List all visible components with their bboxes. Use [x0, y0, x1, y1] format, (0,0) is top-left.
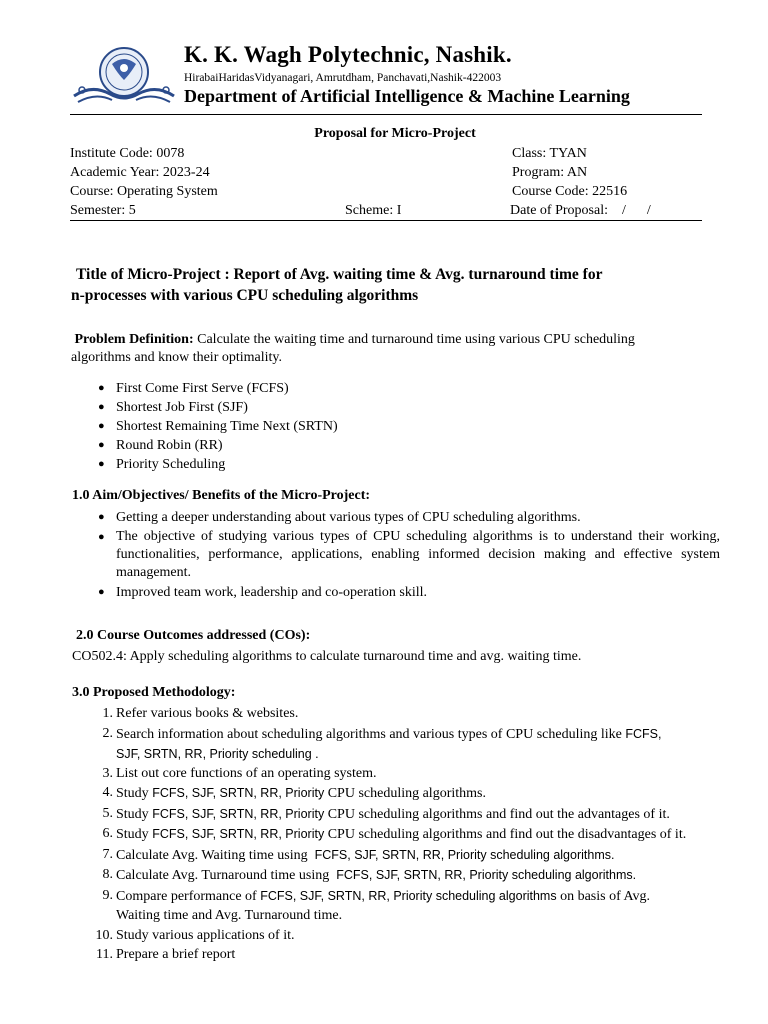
bullet-icon: ●: [98, 420, 105, 432]
project-title: [71, 264, 726, 306]
list-item: 4. Study FCFS, SJF, SRTN, RR, Priority CPU scheduling algorithms.: [102, 785, 486, 801]
proposal-title: Proposal for Micro-Project: [314, 126, 476, 141]
bullet-icon: ●: [98, 511, 105, 523]
problem-text-line-1: Calculate the waiting time and turnaround time using various CPU scheduling: [193, 332, 635, 347]
problem-label: Problem Definition:: [74, 332, 194, 347]
institute-code: Institute Code: 0078: [70, 146, 185, 161]
course-code: Course Code: 22516: [512, 184, 628, 199]
scheme: Scheme: I: [345, 203, 402, 218]
list-item: ● Round Robin (RR): [98, 438, 223, 453]
class: Class: TYAN: [512, 146, 587, 161]
institute-logo-icon: [72, 44, 176, 106]
bullet-icon: ●: [98, 586, 105, 598]
list-item: 7. Calculate Avg. Waiting time using FCFS, SJF, SRTN, RR, Priority scheduling algorithms.: [102, 847, 615, 863]
semester: Semester: 5: [70, 203, 136, 218]
date-of-proposal: Date of Proposal: / /: [510, 203, 651, 218]
list-item: 1. Refer various books & websites.: [102, 706, 299, 721]
institute-name: K. K. Wagh Polytechnic, Nashik.: [184, 42, 512, 67]
list-item: ● Getting a deeper understanding about various types of CPU scheduling algorithms.: [98, 510, 581, 525]
problem-definition: [71, 331, 731, 367]
list-item: ● First Come First Serve (FCFS): [98, 381, 289, 396]
bullet-icon: ●: [98, 458, 105, 470]
list-item: ● Shortest Remaining Time Next (SRTN): [98, 419, 338, 434]
bullet-icon: ●: [98, 382, 105, 394]
list-item: ● Shortest Job First (SJF): [98, 400, 248, 415]
department-name: Department of Artificial Intelligence & Machine Learning: [184, 86, 630, 106]
list-item: 10. Study various applications of it.: [95, 928, 295, 943]
list-item: 3. List out core functions of an operating system.: [102, 766, 377, 781]
bullet-icon: ●: [98, 401, 105, 413]
academic-year: Academic Year: 2023-24: [70, 165, 210, 180]
list-item: 2. Search information about scheduling algorithms and various types of CPU scheduling like FCFS,: [102, 726, 662, 742]
program: Program: AN: [512, 165, 588, 180]
list-item-continuation: Waiting time and Avg. Turnaround time.: [116, 908, 343, 923]
methodology-heading: 3.0 Proposed Methodology:: [72, 685, 236, 700]
bullet-icon: ●: [98, 439, 105, 451]
list-item: ● Priority Scheduling: [98, 457, 226, 472]
outcomes-heading: 2.0 Course Outcomes addressed (COs):: [76, 628, 311, 643]
project-title-line-2: n-processes with various CPU scheduling algorithms: [71, 287, 419, 304]
aims-heading: 1.0 Aim/Objectives/ Benefits of the Micro-Project:: [72, 488, 371, 503]
list-item: 6. Study FCFS, SJF, SRTN, RR, Priority CPU scheduling algorithms and find out the disadvantages of it.: [102, 826, 687, 842]
list-item: ● The objective of studying various types of CPU scheduling algorithms is to understand their working, functionalities, performance, applications, enabling informed decision making and effective system management.: [98, 529, 720, 580]
course: Course: Operating System: [70, 184, 218, 199]
info-divider: [70, 220, 702, 221]
problem-text-line-2: algorithms and know their optimality.: [71, 350, 283, 365]
list-item: 5. Study FCFS, SJF, SRTN, RR, Priority CPU scheduling algorithms and find out the advantages of it.: [102, 806, 670, 822]
list-item-continuation: SJF, SRTN, RR, Priority scheduling .: [116, 747, 319, 761]
list-item: 9. Compare performance of FCFS, SJF, SRTN, RR, Priority scheduling algorithms on basis of Avg.: [102, 888, 651, 904]
project-title-line-1: Title of Micro-Project : Report of Avg. waiting time & Avg. turnaround time for: [76, 266, 603, 283]
bullet-icon: ●: [98, 531, 105, 543]
list-item: 11. Prepare a brief report: [96, 947, 236, 962]
list-item: 8. Calculate Avg. Turnaround time using FCFS, SJF, SRTN, RR, Priority scheduling algorithms.: [102, 867, 637, 883]
list-item: ● Improved team work, leadership and co-operation skill.: [98, 585, 428, 600]
institute-address: HirabaiHaridasVidyanagari, Amrutdham, Panchavati,Nashik-422003: [184, 72, 502, 84]
header-divider: [70, 114, 702, 115]
outcomes-text: CO502.4: Apply scheduling algorithms to calculate turnaround time and avg. waiting time.: [72, 649, 582, 664]
